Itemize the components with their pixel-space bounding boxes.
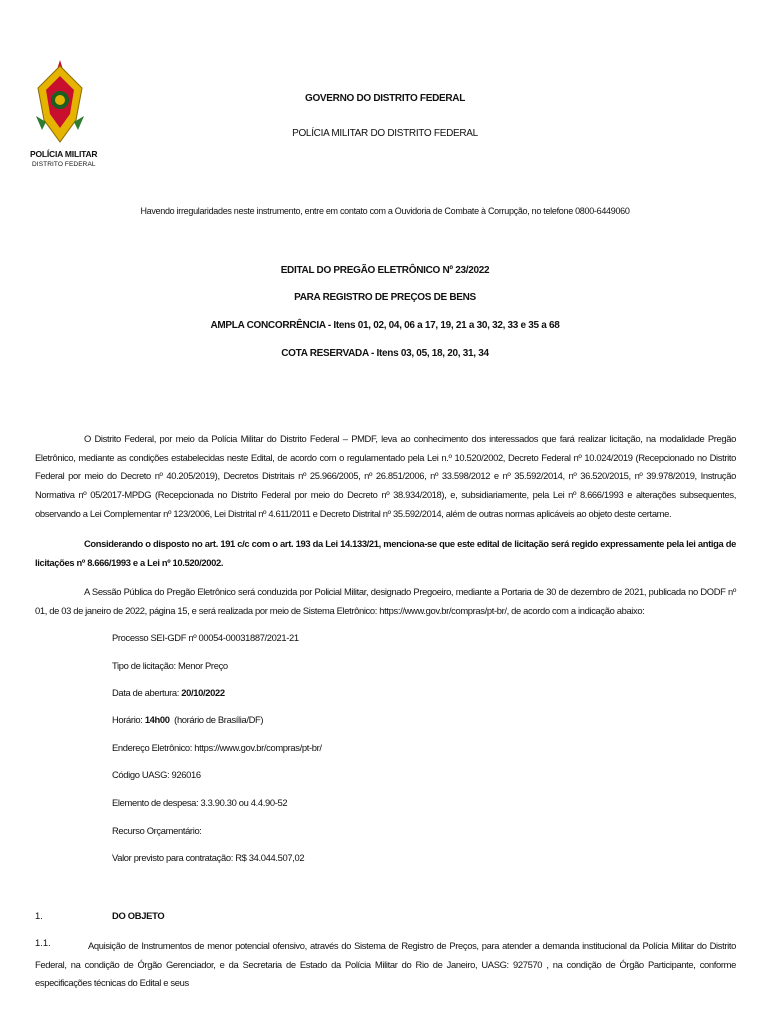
corruption-notice: Havendo irregularidades neste instrumento, entre em contato com a Ouvidoria de Combate à Corrupção, no telefone 0800-6449060 xyxy=(140,206,630,216)
valor-previsto: Valor previsto para contratação: R$ 34.044.507,02 xyxy=(112,852,305,863)
logo-caption-line2: DISTRITO FEDERAL xyxy=(32,161,96,168)
data-abertura xyxy=(112,687,225,698)
edital-subtitle: PARA REGISTRO DE PREÇOS DE BENS xyxy=(294,292,476,303)
ampla-concorrencia: AMPLA CONCORRÊNCIA - Itens 01, 02, 04, 06 a 17, 19, 21 a 30, 32, 33 e 35 a 68 xyxy=(210,320,560,331)
cota-reservada: COTA RESERVADA - Itens 03, 05, 18, 20, 31, 34 xyxy=(281,348,489,359)
processo-number: Processo SEI-GDF nº 00054-00031887/2021-21 xyxy=(112,632,299,643)
horario-label: Horário: xyxy=(112,714,145,725)
elemento-despesa: Elemento de despesa: 3.3.90.30 ou 4.4.90-52 xyxy=(112,797,288,808)
horario-suffix: (horário de Brasília/DF) xyxy=(169,714,264,725)
government-heading: GOVERNO DO DISTRITO FEDERAL xyxy=(304,93,466,104)
endereco-eletronico: Endereço Eletrônico: https://www.gov.br/compras/pt-br/ xyxy=(112,742,322,753)
session-paragraph: A Sessão Pública do Pregão Eletrônico será conduzida por Policial Militar, designado Pregoeiro, mediante a Portaria de 30 de dezembro de 2021, publicada no DODF nº 01, de 03 de janeiro de 2022, página 15, e será realizada por meio de Sistema Eletrônico: https://www.gov.br/compras/pt-br/, de acordo com a indicação abaixo: xyxy=(35,586,736,616)
subsection-number: 1.1. xyxy=(35,937,51,948)
section-number: 1. xyxy=(35,910,43,921)
recurso-orcamentario: Recurso Orçamentário: xyxy=(112,825,202,836)
agency-heading: POLÍCIA MILITAR DO DISTRITO FEDERAL xyxy=(292,128,478,139)
horario-value: 14h00 xyxy=(144,714,170,725)
intro-paragraph: O Distrito Federal, por meio da Polícia Militar do Distrito Federal – PMDF, leva ao conhecimento dos interessados que fará realizar licitação, na modalidade Pregão Eletrônico, mediante as condições estabelecidas neste Edital, de acordo com o regulamentado pela Lei n.º 10.520/2002, Decreto Federal nº 10.024/2019 (Recepcionado no Distrito Federal por meio do Decreto nº 40.205/2019), Decretos Distritais nº 25.966/2005, nº 26.851/2006, nº 33.598/2012 e nº 35.592/2014, nº 36.520/2015, nº 39.978/2019, Instrução Normativa nº 05/2017-MPDG (Recepcionada no Distrito Federal por meio do Decreto nº 38.934/2018), e, subsidiariamente, pela Lei nº 8.666/1993 e alterações subsequentes, observando a Lei Complementar nº 123/2006, Lei Distrital nº 4.611/2011 e Decreto Distrital nº 35.592/2014, além de outras normas aplicáveis ao objeto deste certame. xyxy=(35,433,736,519)
legal-note-paragraph: Considerando o disposto no art. 191 c/c com o art. 193 da Lei 14.133/21, menciona-se que este edital de licitação será regido expressamente pela lei antiga de licitações nº 8.666/1993 e a Lei nº 10.520/2002. xyxy=(35,538,736,568)
horario xyxy=(112,714,263,725)
data-abertura-label: Data de abertura: xyxy=(112,687,182,698)
section-title: DO OBJETO xyxy=(112,910,165,921)
logo-caption-line1: POLÍCIA MILITAR xyxy=(30,149,98,159)
subsection-text: Aquisição de Instrumentos de menor potencial ofensivo, através do Sistema de Registro de Preços, para atender a demanda institucional da Polícia Militar do Distrito Federal, na condição de Órgão Gerenciador, e da Secretaria de Estado da Polícia Militar do Rio de Janeiro, UASG: 927570 , na condição de Órgão Participante, conforme especificações técnicas do Edital e seus xyxy=(35,940,736,989)
edital-title: EDITAL DO PREGÃO ELETRÔNICO Nº 23/2022 xyxy=(280,265,490,276)
data-abertura-value: 20/10/2022 xyxy=(181,687,225,698)
codigo-uasg: Código UASG: 926016 xyxy=(112,769,201,780)
tipo-licitacao: Tipo de licitação: Menor Preço xyxy=(112,660,228,671)
